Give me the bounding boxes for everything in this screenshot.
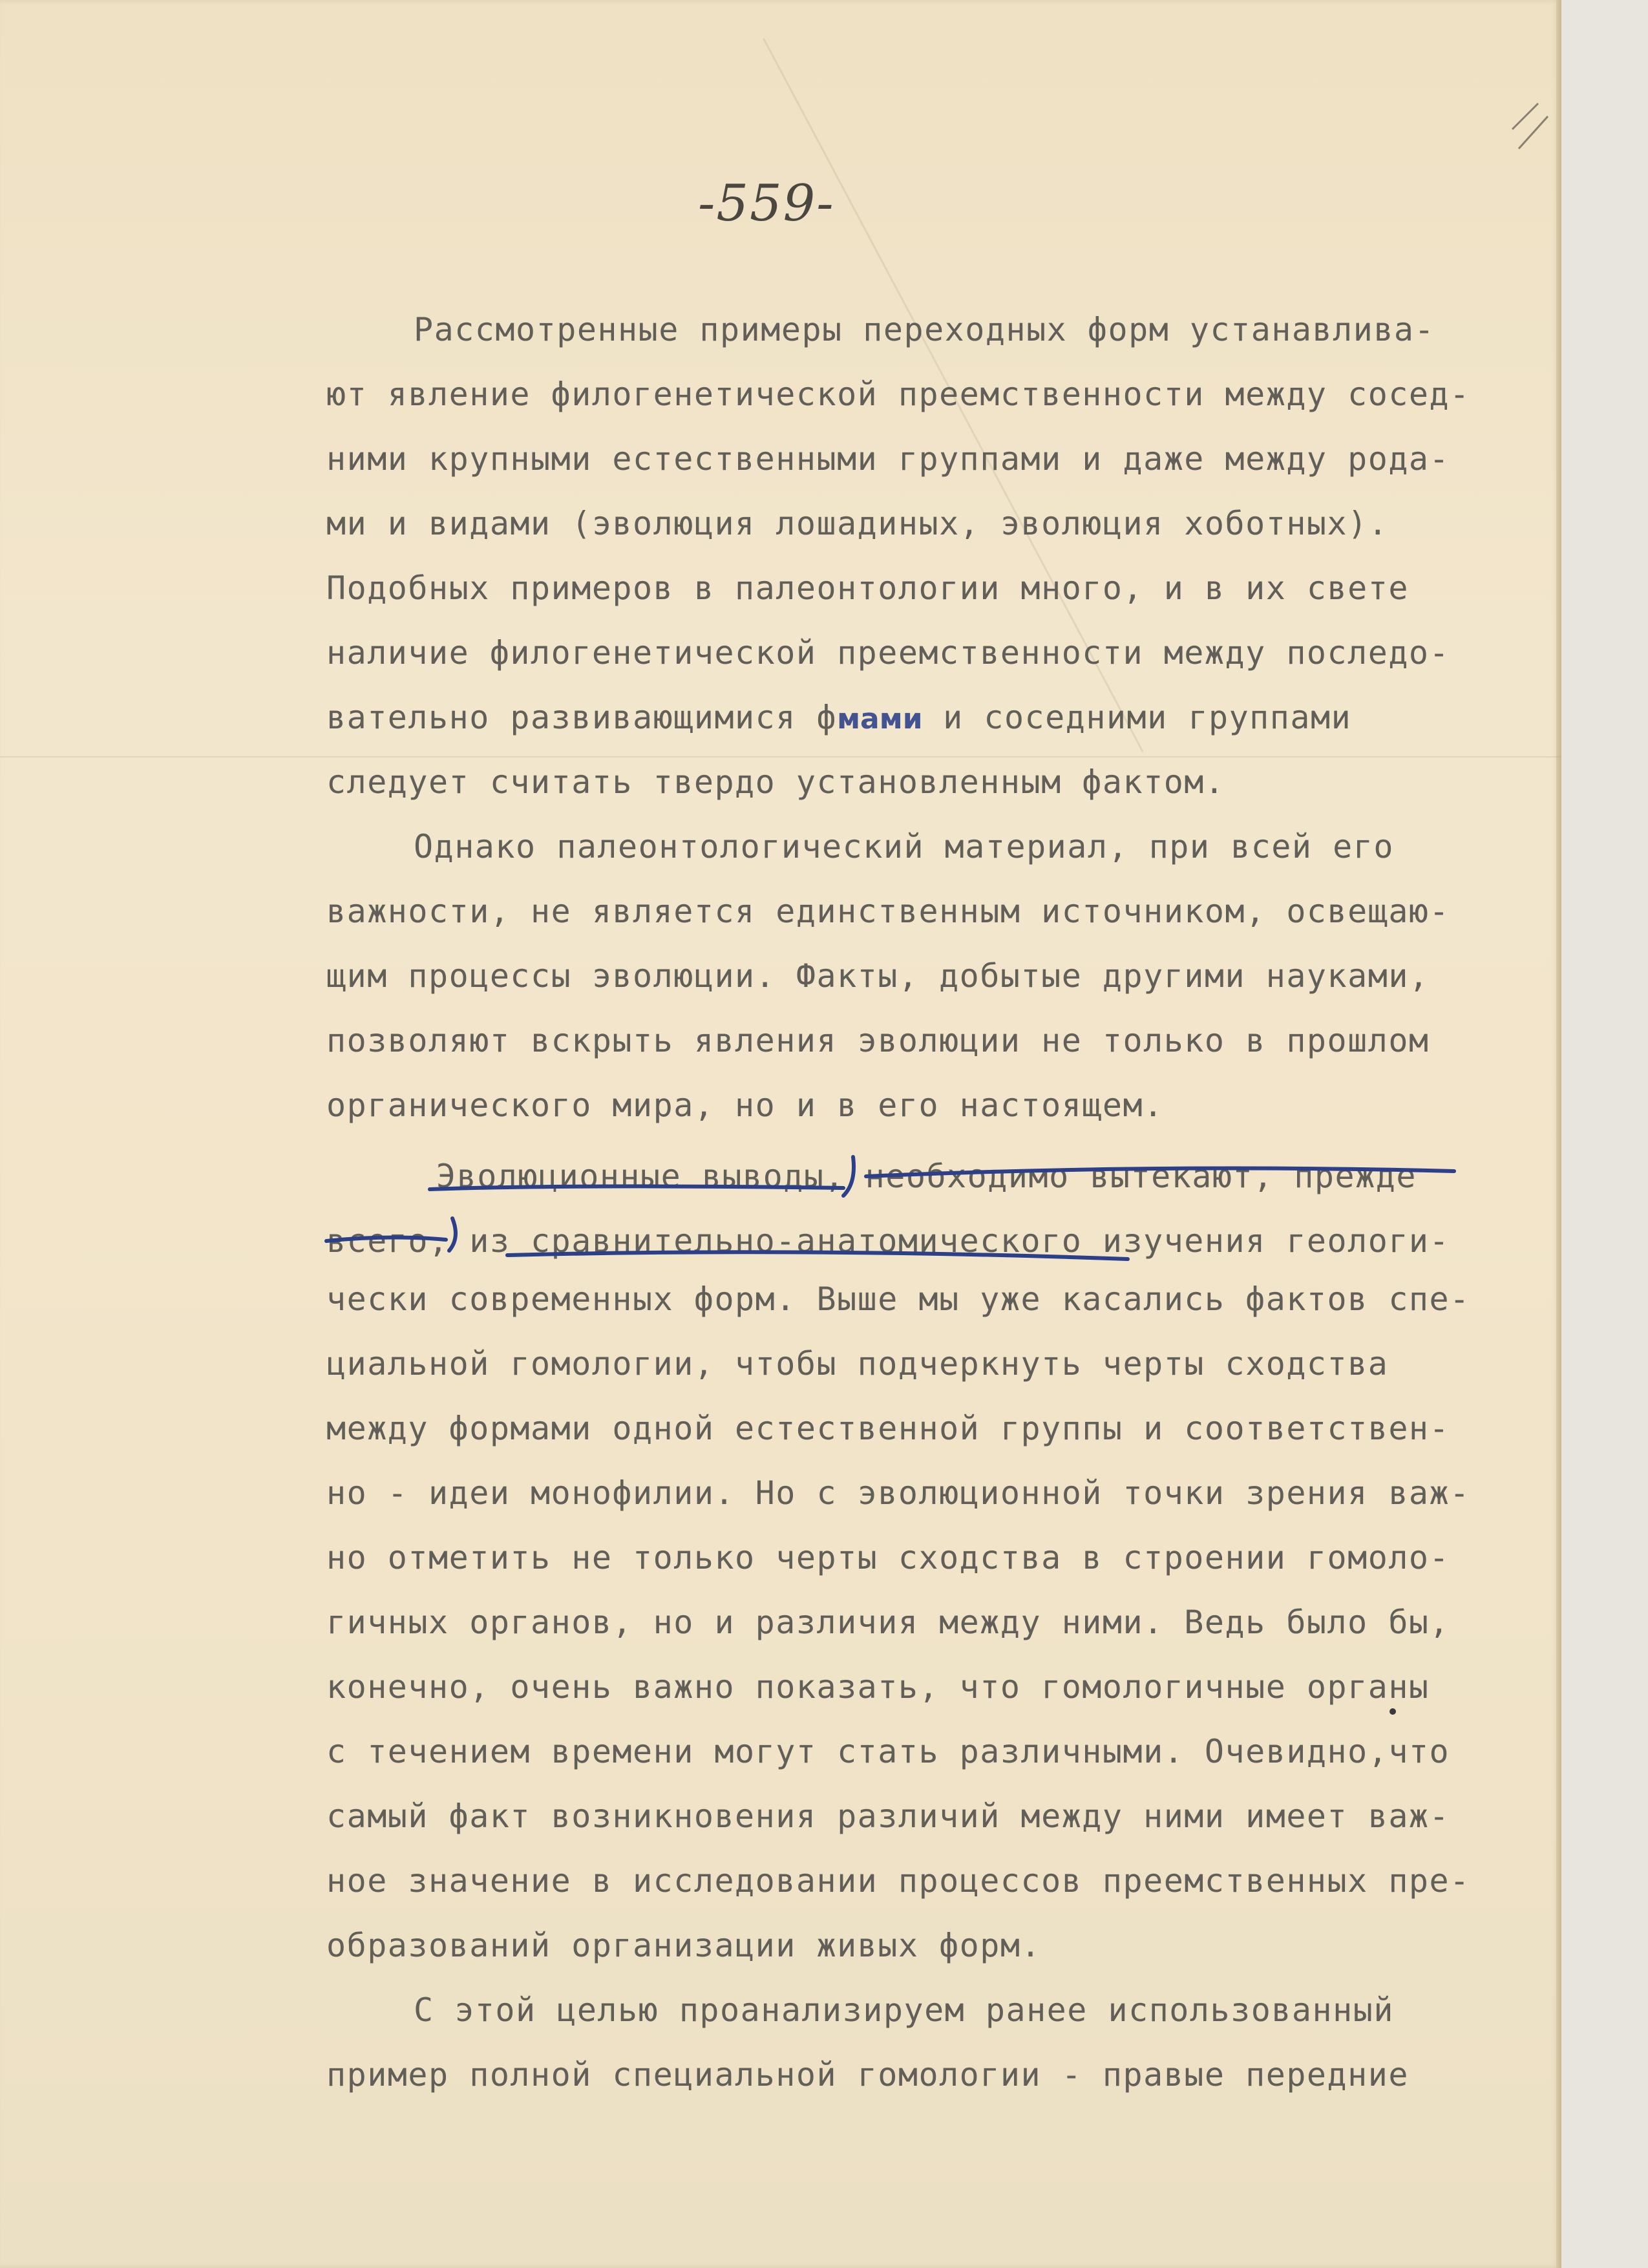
text-line: конечно, очень важно показать, что гомологичные органы — [326, 1668, 1430, 1706]
text-line: Эволюционные выводы, необходимо вытекают, прежде — [436, 1158, 1417, 1195]
text-line: ют явление филогенетической преемственности между сосед- — [326, 376, 1470, 413]
text-line: чески современных форм. Выше мы уже касались фактов спе- — [326, 1280, 1470, 1318]
text-line: ное значение в исследовании процессов преемственных пре- — [326, 1862, 1470, 1900]
text-line: органического мира, но и в его настоящем. — [326, 1086, 1164, 1124]
handwritten-insertion: мами — [837, 703, 923, 736]
text-line: С этой целью проанализируем ранее использованный — [414, 1991, 1394, 2029]
text-line: гичных органов, но и различия между ними. Ведь было бы, — [326, 1604, 1450, 1641]
text-line: наличие филогенетической преемственности между последо- — [326, 634, 1450, 672]
text-line: но - идеи монофилии. Но с эволюционной точки зрения важ- — [326, 1474, 1470, 1512]
text-line: но отметить не только черты сходства в строении гомоло- — [326, 1539, 1450, 1576]
typed-text: и соседними группами — [922, 699, 1352, 736]
text-line: щим процессы эволюции. Факты, добытые другими науками, — [326, 957, 1430, 995]
text-line: ними крупными естественными группами и даже между рода- — [326, 440, 1450, 478]
text-line: самый факт возникновения различий между ними имеет важ- — [326, 1797, 1450, 1835]
text-line: ми и видами (эволюция лошадиных, эволюция хоботных). — [326, 505, 1389, 542]
text-line: пример полной специальной гомологии - правые передние — [326, 2056, 1409, 2093]
text-line: Рассмотренные примеры переходных форм устанавлива- — [414, 311, 1435, 348]
typed-letter: ф — [816, 699, 838, 736]
text-line: циальной гомологии, чтобы подчеркнуть черты сходства — [326, 1345, 1389, 1383]
text-line: между формами одной естественной группы и соответствен- — [326, 1410, 1450, 1447]
text-line: с течением времени могут стать различными. Очевидно,что — [326, 1733, 1450, 1770]
typed-text: вательно развивающимися — [326, 699, 817, 736]
text-line: важности, не является единственным источником, освещаю- — [326, 893, 1450, 930]
text-line-with-correction — [326, 688, 1554, 747]
page-number: -559- — [698, 175, 835, 233]
text-line: позволяют вскрыть явления эволюции не только в прошлом — [326, 1022, 1430, 1059]
text-line: следует считать твердо установленным фактом. — [326, 763, 1225, 801]
text-line: Однако палеонтологический материал, при всей его — [414, 828, 1394, 865]
text-line: всего, из сравнительно-анатомического изучения геологи- — [326, 1222, 1450, 1260]
text-line: Подобных примеров в палеонтологии много, и в их свете — [326, 569, 1409, 607]
text-line: образований организации живых форм. — [326, 1927, 1042, 1964]
